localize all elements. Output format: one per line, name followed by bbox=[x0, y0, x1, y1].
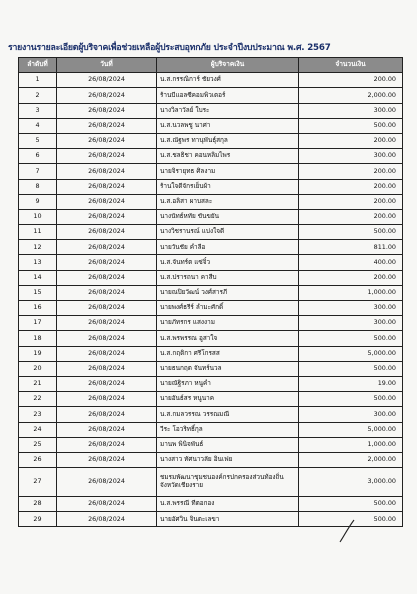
row-amount: 19.00 bbox=[299, 376, 403, 391]
row-amount: 500.00 bbox=[299, 225, 403, 240]
row-amount: 5,000.00 bbox=[299, 346, 403, 361]
table-row bbox=[19, 118, 403, 133]
row-amount: 500.00 bbox=[299, 361, 403, 376]
row-amount: 300.00 bbox=[299, 407, 403, 422]
row-amount: 5,000.00 bbox=[299, 422, 403, 437]
row-amount: 811.00 bbox=[299, 240, 403, 255]
row-amount: 1,000.00 bbox=[299, 285, 403, 300]
table-row bbox=[19, 407, 403, 422]
row-seq: 24 bbox=[19, 422, 57, 437]
row-date: 26/08/2024 bbox=[57, 88, 157, 103]
row-seq: 23 bbox=[19, 407, 57, 422]
row-seq: 22 bbox=[19, 392, 57, 407]
row-seq: 25 bbox=[19, 437, 57, 452]
row-date: 26/08/2024 bbox=[57, 285, 157, 300]
row-seq: 17 bbox=[19, 316, 57, 331]
row-donor-name: น.ส.ณัฐพร ทานุพันธุ์สกุล bbox=[157, 133, 299, 148]
row-amount: 200.00 bbox=[299, 164, 403, 179]
row-date: 26/08/2024 bbox=[57, 164, 157, 179]
row-date: 26/08/2024 bbox=[57, 225, 157, 240]
row-seq: 29 bbox=[19, 512, 57, 527]
row-date: 26/08/2024 bbox=[57, 422, 157, 437]
row-donor-name: นายวันชัย คำลือ bbox=[157, 240, 299, 255]
row-seq: 19 bbox=[19, 346, 57, 361]
row-seq: 12 bbox=[19, 240, 57, 255]
row-seq: 16 bbox=[19, 301, 57, 316]
table-row bbox=[19, 73, 403, 88]
table-row bbox=[19, 88, 403, 103]
table-row bbox=[19, 255, 403, 270]
row-seq: 10 bbox=[19, 209, 57, 224]
row-seq: 11 bbox=[19, 225, 57, 240]
row-date: 26/08/2024 bbox=[57, 512, 157, 527]
row-seq: 7 bbox=[19, 164, 57, 179]
table-row bbox=[19, 179, 403, 194]
row-date: 26/08/2024 bbox=[57, 392, 157, 407]
report-title: รายงานรายละเอียดผู้บริจาคเพื่อช่วยเหลือผู้ประสบอุทกภัย ประจำปีงบประมาณ พ.ศ. 2567 bbox=[8, 43, 331, 53]
row-amount: 2,000.00 bbox=[299, 452, 403, 467]
table-row bbox=[19, 164, 403, 179]
row-seq: 4 bbox=[19, 118, 57, 133]
row-date: 26/08/2024 bbox=[57, 209, 157, 224]
row-seq: 6 bbox=[19, 149, 57, 164]
row-seq: 15 bbox=[19, 285, 57, 300]
header-seq: ลำดับที่ bbox=[19, 58, 57, 73]
row-date: 26/08/2024 bbox=[57, 316, 157, 331]
row-date: 26/08/2024 bbox=[57, 437, 157, 452]
row-amount: 500.00 bbox=[299, 512, 403, 527]
row-donor-name: น.ส.พรพรรณ อูสาใจ bbox=[157, 331, 299, 346]
row-seq: 18 bbox=[19, 331, 57, 346]
row-date: 26/08/2024 bbox=[57, 255, 157, 270]
row-donor-name: นายอัศวิน จินตะเลขา bbox=[157, 512, 299, 527]
row-date: 26/08/2024 bbox=[57, 376, 157, 391]
pen-mark-icon bbox=[338, 518, 358, 544]
row-donor-name: น.ส.พรรณี ทีตอกอง bbox=[157, 497, 299, 512]
row-seq: 9 bbox=[19, 194, 57, 209]
row-amount: 500.00 bbox=[299, 331, 403, 346]
row-date: 26/08/2024 bbox=[57, 407, 157, 422]
table-row bbox=[19, 316, 403, 331]
row-donor-name: น.ส.จันทร์ต แซ่จิ๋ว bbox=[157, 255, 299, 270]
row-donor-name: น.ส.กรรณิการ์ ชัยวงศ์ bbox=[157, 73, 299, 88]
row-donor-name: น.ส.ปรารถนา คาสืบ bbox=[157, 270, 299, 285]
row-amount: 400.00 bbox=[299, 255, 403, 270]
row-donor-name: น.ส.ชลธิชา คอนหลิมไพร bbox=[157, 149, 299, 164]
row-seq: 8 bbox=[19, 179, 57, 194]
table-row bbox=[19, 497, 403, 512]
row-donor-name: นางวิลาวัลย์ ใบระ bbox=[157, 103, 299, 118]
table-row bbox=[19, 301, 403, 316]
row-donor-name: นายพงศ์ธรีร์ ลำมะศักดิ์ bbox=[157, 301, 299, 316]
row-date: 26/08/2024 bbox=[57, 149, 157, 164]
row-date: 26/08/2024 bbox=[57, 118, 157, 133]
row-seq: 5 bbox=[19, 133, 57, 148]
row-seq: 1 bbox=[19, 73, 57, 88]
row-donor-name: น.ส.กฤติกา ศรีโกรสส bbox=[157, 346, 299, 361]
row-seq: 21 bbox=[19, 376, 57, 391]
row-date: 26/08/2024 bbox=[57, 301, 157, 316]
row-seq: 3 bbox=[19, 103, 57, 118]
row-date: 26/08/2024 bbox=[57, 73, 157, 88]
row-date: 26/08/2024 bbox=[57, 452, 157, 467]
row-seq: 13 bbox=[19, 255, 57, 270]
row-donor-name: นายณัฐิรภา หนูคำ bbox=[157, 376, 299, 391]
row-date: 26/08/2024 bbox=[57, 179, 157, 194]
row-seq: 26 bbox=[19, 452, 57, 467]
row-donor-name: น.ส.อลิสา ผาบสละ bbox=[157, 194, 299, 209]
table-row bbox=[19, 361, 403, 376]
table-header-row bbox=[19, 58, 403, 73]
row-amount: 300.00 bbox=[299, 316, 403, 331]
table-row bbox=[19, 240, 403, 255]
row-donor-name: นายภัทรกร แสงงาม bbox=[157, 316, 299, 331]
row-date: 26/08/2024 bbox=[57, 240, 157, 255]
row-amount: 300.00 bbox=[299, 301, 403, 316]
header-date: วันที่ bbox=[57, 58, 157, 73]
table-row bbox=[19, 194, 403, 209]
table-row bbox=[19, 209, 403, 224]
row-donor-name: นายอันธ์สร หนูนาค bbox=[157, 392, 299, 407]
header-donor: ผู้บริจาคเงิน bbox=[157, 58, 299, 73]
row-amount: 200.00 bbox=[299, 270, 403, 285]
row-amount: 300.00 bbox=[299, 149, 403, 164]
row-seq: 14 bbox=[19, 270, 57, 285]
row-donor-name: ร้านบีแอลซีคอมพิวเตอร์ bbox=[157, 88, 299, 103]
row-amount: 200.00 bbox=[299, 73, 403, 88]
row-donor-name: มานพ พินิจพันธ์ bbox=[157, 437, 299, 452]
row-seq: 28 bbox=[19, 497, 57, 512]
row-amount: 3,000.00 bbox=[299, 468, 403, 497]
row-donor-name: นางนัทธ์หทัย ขันขยัน bbox=[157, 209, 299, 224]
row-date: 26/08/2024 bbox=[57, 103, 157, 118]
row-donor-name: นายธนกฤต จันทร์นวล bbox=[157, 361, 299, 376]
row-donor-name: วีระ โอวริทธิ์กุล bbox=[157, 422, 299, 437]
row-amount: 200.00 bbox=[299, 209, 403, 224]
row-date: 26/08/2024 bbox=[57, 468, 157, 497]
row-amount: 200.00 bbox=[299, 179, 403, 194]
table-row bbox=[19, 392, 403, 407]
row-donor-name: น.ส.นวลพชู นาศา bbox=[157, 118, 299, 133]
table-row bbox=[19, 133, 403, 148]
row-amount: 500.00 bbox=[299, 497, 403, 512]
row-amount: 500.00 bbox=[299, 392, 403, 407]
donor-table-body bbox=[19, 73, 403, 527]
row-amount: 500.00 bbox=[299, 118, 403, 133]
table-row bbox=[19, 422, 403, 437]
row-seq: 27 bbox=[19, 468, 57, 497]
row-amount: 200.00 bbox=[299, 194, 403, 209]
row-date: 26/08/2024 bbox=[57, 497, 157, 512]
row-donor-name: นายจิรายุทธ ศิลงาม bbox=[157, 164, 299, 179]
row-donor-name: ชมรมพัฒนาชุมชนองค์กรปกครองส่วนท้องถิ่นจังหวัดเชียงราย bbox=[157, 468, 299, 497]
table-row bbox=[19, 468, 403, 497]
row-date: 26/08/2024 bbox=[57, 346, 157, 361]
row-donor-name: นางวิชรานรณ์ แบ่งใจดี bbox=[157, 225, 299, 240]
table-row bbox=[19, 437, 403, 452]
table-row bbox=[19, 346, 403, 361]
donor-table bbox=[18, 57, 403, 527]
row-amount: 1,000.00 bbox=[299, 437, 403, 452]
header-amount: จำนวนเงิน bbox=[299, 58, 403, 73]
table-row bbox=[19, 376, 403, 391]
row-amount: 200.00 bbox=[299, 133, 403, 148]
row-donor-name: น.ส.กมลวรรณ วรรณมณี bbox=[157, 407, 299, 422]
row-amount: 2,000.00 bbox=[299, 88, 403, 103]
row-date: 26/08/2024 bbox=[57, 133, 157, 148]
row-seq: 20 bbox=[19, 361, 57, 376]
table-row bbox=[19, 270, 403, 285]
row-date: 26/08/2024 bbox=[57, 331, 157, 346]
table-row bbox=[19, 285, 403, 300]
row-seq: 2 bbox=[19, 88, 57, 103]
row-amount: 300.00 bbox=[299, 103, 403, 118]
table-row bbox=[19, 331, 403, 346]
row-donor-name: ร้านใจดีจักรเย็บผ้า bbox=[157, 179, 299, 194]
table-row bbox=[19, 103, 403, 118]
row-date: 26/08/2024 bbox=[57, 361, 157, 376]
table-row bbox=[19, 452, 403, 467]
row-donor-name: นางสาว ทัศนาวลัย อินเฟย bbox=[157, 452, 299, 467]
row-donor-name: นายณปิยวัฒน์ วงศ์สารภี bbox=[157, 285, 299, 300]
row-date: 26/08/2024 bbox=[57, 270, 157, 285]
table-row bbox=[19, 149, 403, 164]
row-date: 26/08/2024 bbox=[57, 194, 157, 209]
table-row bbox=[19, 225, 403, 240]
